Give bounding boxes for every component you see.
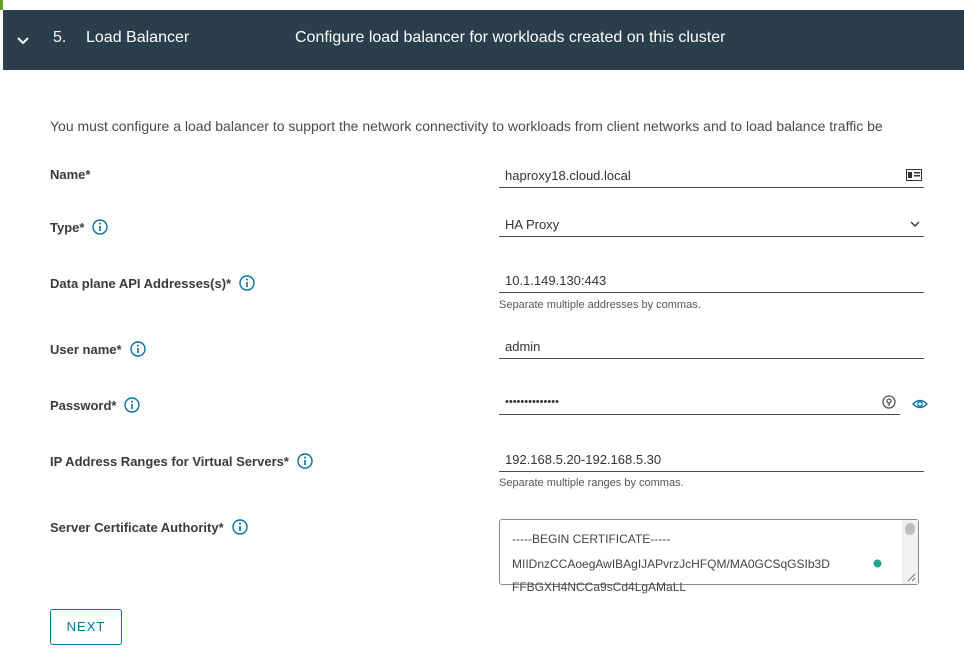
type-label <box>50 219 108 235</box>
name-input[interactable] <box>499 163 924 188</box>
type-select[interactable] <box>499 212 924 237</box>
password-label-text: Password* <box>50 397 117 413</box>
info-circle-icon[interactable] <box>297 453 313 469</box>
cert-line-2: MIIDnzCCAoegAwIBAgIJAPvrzJcHFQM/MA0GCSqGSIb3D <box>512 557 830 571</box>
info-circle-icon[interactable] <box>130 341 146 357</box>
status-accent <box>0 0 3 10</box>
cert-label <box>50 519 248 535</box>
password-label <box>50 397 140 413</box>
cert-textarea[interactable] <box>499 519 919 594</box>
password-value: •••••••••••••• <box>505 396 559 408</box>
name-label-text: Name* <box>50 167 91 182</box>
username-input[interactable] <box>499 334 924 359</box>
id-card-icon <box>906 169 922 181</box>
ip-ranges-label-text: IP Address Ranges for Virtual Servers* <box>50 453 289 469</box>
data-plane-input[interactable] <box>499 268 924 293</box>
username-value: admin <box>505 339 541 354</box>
scrollbar-thumb[interactable] <box>905 523 915 535</box>
ip-ranges-value: 192.168.5.20-192.168.5.30 <box>505 452 662 467</box>
password-input[interactable] <box>499 390 900 415</box>
chevron-down-icon <box>910 220 920 228</box>
cursor-dot-icon <box>873 559 882 568</box>
ip-ranges-label <box>50 453 313 469</box>
data-plane-label-text: Data plane API Addresses(s)* <box>50 275 232 291</box>
data-plane-label <box>50 275 255 291</box>
step-description: Configure load balancer for workloads created on this cluster <box>295 29 726 46</box>
name-value: haproxy18.cloud.local <box>505 168 631 183</box>
step-number: 5. <box>53 29 67 46</box>
type-label-text: Type* <box>50 219 85 235</box>
step-title: Load Balancer <box>86 29 190 46</box>
intro-text: You must configure a load balancer to support the network connectivity to workloads from client networks and to load balance traffic be <box>50 118 883 134</box>
cert-line-3: FFBGXH4NCCa9sCd4LgAMaLL <box>512 580 687 594</box>
ip-ranges-hint: Separate multiple ranges by commas. <box>499 477 684 489</box>
key-icon[interactable] <box>882 395 896 409</box>
chevron-down-icon[interactable] <box>15 32 31 48</box>
data-plane-hint: Separate multiple addresses by commas. <box>499 299 701 311</box>
type-value: HA Proxy <box>505 217 560 232</box>
cert-label-text: Server Certificate Authority* <box>50 519 224 535</box>
username-label-text: User name* <box>50 341 122 357</box>
info-circle-icon[interactable] <box>92 219 108 235</box>
username-label <box>50 341 146 357</box>
top-strip <box>0 0 964 10</box>
eye-icon[interactable] <box>912 398 928 410</box>
info-circle-icon[interactable] <box>239 275 255 291</box>
name-label <box>50 167 90 182</box>
data-plane-value: 10.1.149.130:443 <box>505 273 607 288</box>
info-circle-icon[interactable] <box>232 519 248 535</box>
step-header[interactable] <box>3 10 964 70</box>
next-button[interactable]: NEXT <box>50 609 122 645</box>
resize-handle-icon[interactable] <box>907 573 916 582</box>
ip-ranges-input[interactable] <box>499 447 924 472</box>
info-circle-icon[interactable] <box>124 397 140 413</box>
cert-line-1: -----BEGIN CERTIFICATE----- <box>512 532 671 546</box>
